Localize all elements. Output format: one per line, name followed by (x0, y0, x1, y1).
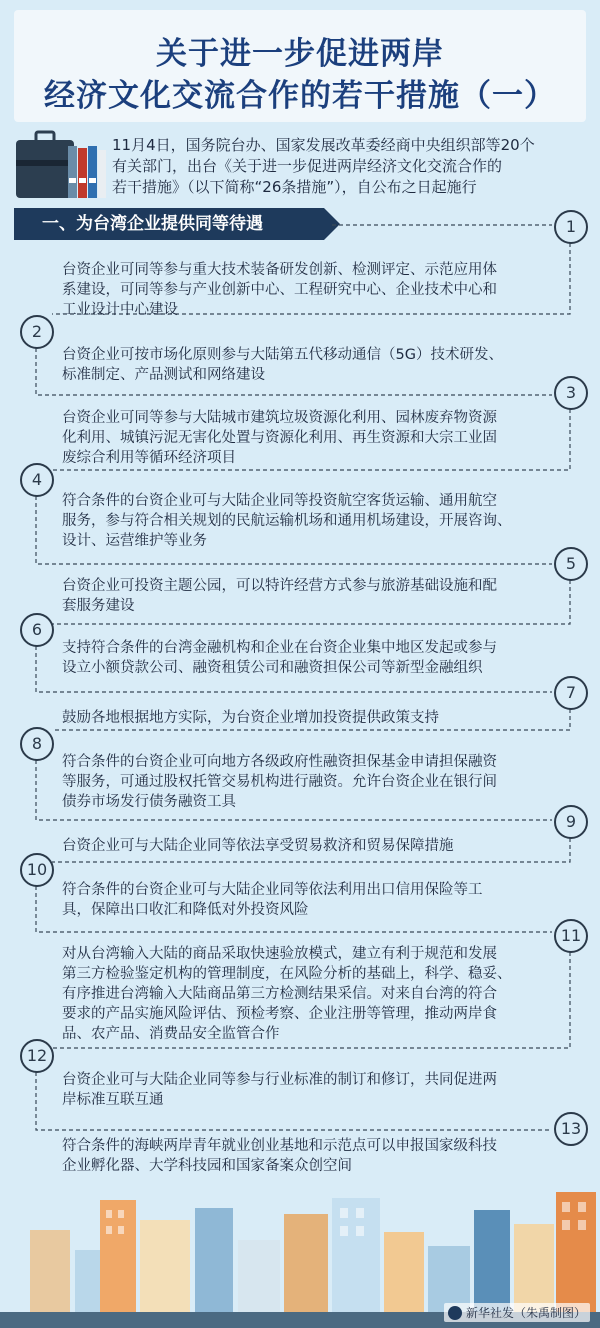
item-line: 台资企业可按市场化原则参与大陆第五代移动通信（5G）技术研发、 (62, 347, 503, 363)
item-3-text (62, 408, 562, 468)
item-line: 品、农产品、消费品安全监管合作 (62, 1026, 280, 1042)
item-line: 设立小额贷款公司、融资租赁公司和融资担保公司等新型金融组织 (62, 660, 483, 676)
item-1-text (62, 260, 562, 320)
item-line: 企业孵化器、大学科技园和国家备案众创空间 (62, 1158, 352, 1174)
item-number-1: 1 (554, 210, 588, 244)
item-12-text (62, 1070, 562, 1110)
item-line: 支持符合条件的台湾金融机构和企业在台资企业集中地区发起或参与 (62, 640, 497, 656)
item-line: 台资企业可同等参与重大技术装备研发创新、检测评定、示范应用体 (62, 262, 497, 278)
item-6-text (62, 638, 562, 678)
item-8-text (62, 752, 562, 812)
item-line: 套服务建设 (62, 598, 135, 614)
item-number-5: 5 (554, 547, 588, 581)
item-line: 符合条件的台资企业可与大陆企业同等依法利用出口信用保险等工 (62, 882, 483, 898)
item-number-8: 8 (20, 727, 54, 761)
item-line: 有序推进台湾输入大陆商品第三方检测结果采信。对来自台湾的符合 (62, 986, 497, 1002)
item-line: 废综合利用等循环经济项目 (62, 450, 236, 466)
item-9-text (62, 836, 562, 856)
item-line: 要求的产品实施风险评估、预检考察、企业注册等管理，推动两岸食 (62, 1006, 497, 1022)
item-line: 符合条件的海峡两岸青年就业创业基地和示范点可以申报国家级科技 (62, 1138, 497, 1154)
item-line: 工业设计中心建设 (62, 302, 178, 318)
item-line: 具，保障出口收汇和降低对外投资风险 (62, 902, 309, 918)
item-10-text (62, 880, 562, 920)
item-number-7: 7 (554, 676, 588, 710)
item-number-2: 2 (20, 315, 54, 349)
item-number-9: 9 (554, 805, 588, 839)
item-line: 台资企业可与大陆企业同等依法享受贸易救济和贸易保障措施 (62, 838, 454, 854)
item-line: 鼓励各地根据地方实际，为台资企业增加投资提供政策支持 (62, 710, 439, 726)
page-title-line1: 关于进一步促进两岸 (156, 36, 444, 72)
image-credit (444, 1303, 590, 1322)
page-title-line2: 经济文化交流合作的若干措施（一） (44, 78, 556, 114)
item-5-text (62, 576, 562, 616)
item-number-12: 12 (20, 1039, 54, 1073)
item-line: 岸标准互联互通 (62, 1092, 164, 1108)
item-line: 符合条件的台资企业可与大陆企业同等投资航空客货运输、通用航空 (62, 493, 497, 509)
item-number-3: 3 (554, 376, 588, 410)
item-number-6: 6 (20, 613, 54, 647)
section-title: 一、为台湾企业提供同等待遇 (42, 214, 263, 234)
xinhua-logo-icon (448, 1306, 462, 1320)
item-number-4: 4 (20, 463, 54, 497)
item-line: 台资企业可同等参与大陆城市建筑垃圾资源化利用、园林废弃物资源 (62, 410, 497, 426)
item-number-13: 13 (554, 1112, 588, 1146)
item-number-10: 10 (20, 853, 54, 887)
item-11-text (62, 944, 562, 1044)
item-line: 标准制定、产品测试和网络建设 (62, 367, 265, 383)
item-line: 符合条件的台资企业可向地方各级政府性融资担保基金申请担保融资 (62, 754, 497, 770)
item-line: 等服务，可通过股权托管交易机构进行融资。允许台资企业在银行间 (62, 774, 497, 790)
item-number-11: 11 (554, 919, 588, 953)
intro-line: 有关部门，出台《关于进一步促进两岸经济文化交流合作的 (112, 157, 503, 175)
item-line: 服务，参与符合相关规划的民航运输机场和通用机场建设，开展咨询、 (62, 513, 512, 529)
item-13-text (62, 1136, 562, 1176)
item-line: 化利用、城镇污泥无害化处置与资源化利用、再生资源和大宗工业固 (62, 430, 497, 446)
item-line: 对从台湾输入大陆的商品采取快速验放模式，建立有利于规范和发展 (62, 946, 497, 962)
item-2-text (62, 345, 562, 385)
item-line: 系建设，可同等参与产业创新中心、工程研究中心、企业技术中心和 (62, 282, 497, 298)
intro-line: 11月4日，国务院台办、国家发展改革委经商中央组织部等20个 (112, 136, 535, 154)
intro-line: 若干措施》（以下简称“26条措施”），自公布之日起施行 (112, 178, 477, 196)
credit-text: 新华社发（朱禹制图） (465, 1306, 586, 1320)
item-line: 第三方检验鉴定机构的管理制度，在风险分析的基础上，科学、稳妥、 (62, 966, 512, 982)
item-7-text (62, 708, 562, 728)
item-line: 设计、运营维护等业务 (62, 533, 207, 549)
item-line: 台资企业可投资主题公园，可以特许经营方式参与旅游基础设施和配 (62, 578, 497, 594)
item-line: 台资企业可与大陆企业同等参与行业标准的制订和修订，共同促进两 (62, 1072, 497, 1088)
item-4-text (62, 491, 562, 551)
item-line: 债券市场发行债务融资工具 (62, 794, 236, 810)
